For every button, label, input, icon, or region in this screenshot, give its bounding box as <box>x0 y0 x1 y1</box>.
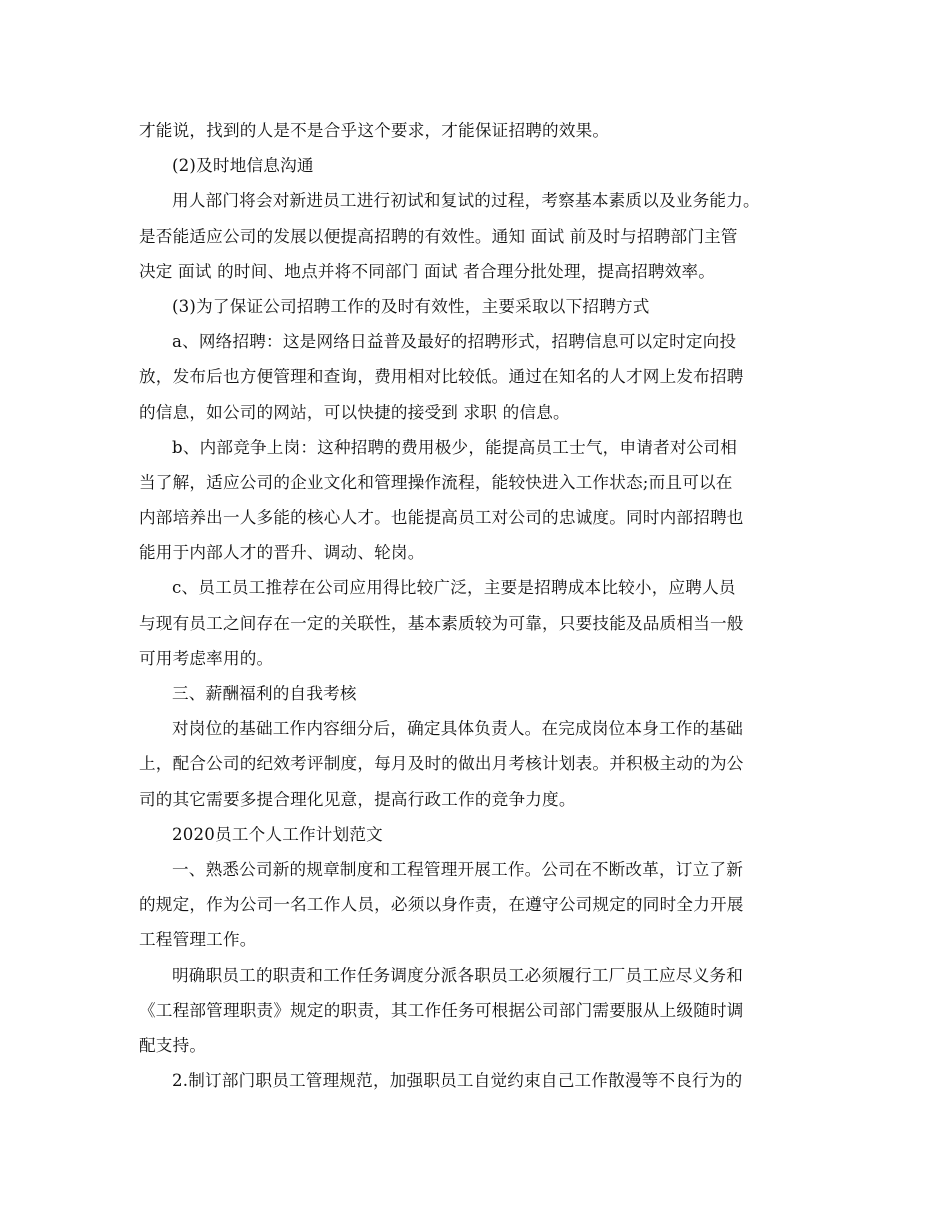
text-line: 可用考虑率用的。 <box>139 648 274 668</box>
text-line: 《工程部管理职责》规定的职责，其工作任务可根据公司部门需要服从上级随时调 <box>139 1000 744 1020</box>
text-line: 工程管理工作。 <box>139 930 257 950</box>
text-line: 配支持。 <box>139 1035 207 1055</box>
text-line: 放，发布后也方便管理和查询，费用相对比较低。通过在知名的人才网上发布招聘 <box>139 367 744 387</box>
text-line: a、网络招聘：这是网络日益普及最好的招聘形式，招聘信息可以定时定向投 <box>172 332 737 352</box>
text-line: c、员工员工推荐在公司应用得比较广泛，主要是招聘成本比较小，应聘人员 <box>172 578 736 598</box>
text-line: 一、熟悉公司新的规章制度和工程管理开展工作。公司在不断改革，订立了新 <box>172 859 743 879</box>
section-heading: 三、薪酬福利的自我考核 <box>172 684 357 703</box>
text-line: (2)及时地信息沟通 <box>172 156 314 176</box>
text-line: 内部培养出一人多能的核心人才。也能提高员工对公司的忠诚度。同时内部招聘也 <box>139 508 744 528</box>
text-line: 当了解，适应公司的企业文化和管理操作流程，能较快进入工作状态;而且可以在 <box>139 472 733 492</box>
text-line: 明确职员工的职责和工作任务调度分派各职员工必须履行工厂员工应尽义务和 <box>172 965 743 985</box>
text-line: 才能说，找到的人是不是合乎这个要求，才能保证招聘的效果。 <box>139 121 610 140</box>
text-line: 决定 面试 的时间、地点并将不同部门 面试 者合理分批处理，提高招聘效率。 <box>139 261 716 281</box>
text-line: 是否能适应公司的发展以便提高招聘的有效性。通知 面试 前及时与招聘部门主管 <box>139 226 738 246</box>
text-line: (3)为了保证公司招聘工作的及时有效性，主要采取以下招聘方式 <box>172 296 650 316</box>
document-body <box>139 113 819 1098</box>
text-line: b、内部竞争上岗：这种招聘的费用极少，能提高员工士气，申请者对公司相 <box>172 437 738 457</box>
document-subtitle: 2020员工个人工作计划范文 <box>172 824 383 844</box>
text-line: 2.制订部门职员工管理规范，加强职员工自觉约束自己工作散漫等不良行为的 <box>172 1071 743 1091</box>
text-line: 上，配合公司的纪效考评制度，每月及时的做出月考核计划表。并积极主动的为公 <box>139 754 744 774</box>
text-line: 的信息，如公司的网站，可以快捷的接受到 求职 的信息。 <box>139 402 570 422</box>
text-line: 能用于内部人才的晋升、调动、轮岗。 <box>139 543 425 563</box>
text-line: 对岗位的基础工作内容细分后，确定具体负责人。在完成岗位本身工作的基础 <box>172 719 743 739</box>
text-line: 用人部门将会对新进员工进行初试和复试的过程，考察基本素质以及业务能力。 <box>172 191 760 211</box>
text-line: 司的其它需要多提合理化见意，提高行政工作的竞争力度。 <box>139 789 576 809</box>
text-line: 的规定，作为公司一名工作人员，必须以身作责，在遵守公司规定的同时全力开展 <box>139 895 744 915</box>
text-line: 与现有员工之间存在一定的关联性，基本素质较为可靠，只要技能及品质相当一般 <box>139 613 744 633</box>
